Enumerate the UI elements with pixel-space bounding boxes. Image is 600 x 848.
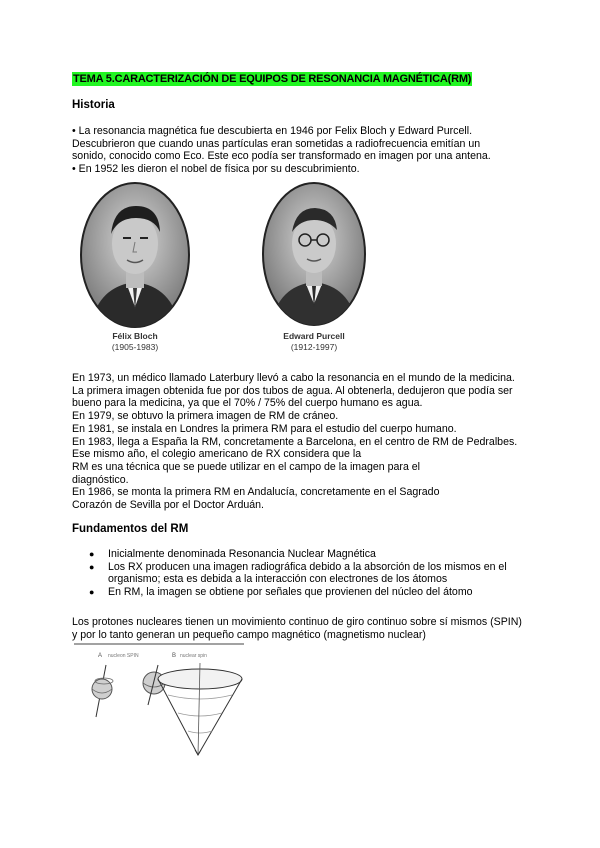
list-item — [72, 548, 542, 561]
list-item-text: En RM, la imagen se obtiene por señales que provienen del núcleo del átomo — [108, 585, 473, 598]
felix-bloch-caption — [90, 331, 180, 353]
section-heading-historia: Historia — [72, 99, 115, 111]
text-line: sonido, conocido como Eco. Este eco podía ser transformado en imagen por una antena. — [72, 150, 491, 163]
figure-label-a: A — [98, 653, 103, 659]
list-item — [72, 586, 542, 599]
portrait-years: (1912-1997) — [290, 342, 338, 352]
figure-caption-b: nuclear spin — [180, 653, 207, 659]
felix-bloch-portrait — [80, 182, 190, 328]
protones-paragraph — [72, 616, 542, 641]
spin-figure — [74, 643, 244, 761]
portrait-years: (1905-1983) — [111, 342, 159, 352]
text-line: Descubrieron que cuando unas partículas eran sometidas a radiofrecuencia emitían un — [72, 137, 481, 150]
text-line: La primera imagen obtenida fue por dos tubos de agua. Al obtenerla, dedujeron que podía ser — [72, 384, 513, 397]
section-heading-fundamentos: Fundamentos del RM — [72, 523, 189, 535]
figure-label-b: B — [172, 653, 177, 659]
bullet-icon: ● — [89, 549, 95, 559]
historia-paragraph — [72, 125, 542, 176]
text-line: En 1981, se instala en Londres la primera RM para el estudio del cuerpo humano. — [72, 422, 457, 435]
list-item-text: Los RX producen una imagen radiográfica debido a la absorción de los mismos en el — [108, 560, 507, 573]
document-title: TEMA 5.CARACTERIZACIÓN DE EQUIPOS DE RESONANCIA MAGNÉTICA(RM) — [73, 73, 472, 85]
text-line: RM es una técnica que se puede utilizar en el campo de la imagen para el — [72, 460, 421, 473]
text-line: diagnóstico. — [72, 473, 129, 486]
figure-caption-a: nucleon SPIN — [108, 653, 139, 659]
edward-purcell-portrait — [262, 182, 366, 326]
text-line: • La resonancia magnética fue descubierta en 1946 por Felix Bloch y Edward Purcell. — [72, 125, 473, 137]
text-line: Los protones nucleares tienen un movimiento continuo de giro continuo sobre sí mismos (SPIN) — [72, 616, 522, 628]
list-item-text: organismo; esta es debida a la interacción con electrones de los átomos — [108, 573, 448, 586]
text-line: • En 1952 les dieron el nobel de física por su descubrimiento. — [72, 163, 360, 176]
text-line: Corazón de Sevilla por el Doctor Arduán. — [72, 499, 264, 512]
text-line: En 1973, un médico llamado Laterbury llevó a cabo la resonancia en el mundo de la medicina. — [72, 372, 515, 384]
timeline-paragraph — [72, 372, 542, 512]
edward-purcell-caption — [268, 331, 360, 353]
fundamentos-list — [72, 548, 542, 598]
text-line: En 1979, se obtuvo la primera imagen de RM de cráneo. — [72, 410, 339, 423]
portrait-name: Edward Purcell — [283, 331, 345, 341]
text-line: En 1986, se monta la primera RM en Andalucía, concretamente en el Sagrado — [72, 486, 440, 499]
text-line: y por lo tanto generan un pequeño campo magnético (magnetismo nuclear) — [72, 628, 426, 641]
text-line: En 1983, llega a España la RM, concretamente a Barcelona, en el centro de RM de Pedralbes. — [72, 435, 518, 448]
text-line: Ese mismo año, el colegio americano de RX considera que la — [72, 448, 362, 461]
text-line: bueno para la medicina, ya que el 70% / 75% del cuerpo humano es agua. — [72, 397, 423, 410]
list-item — [72, 561, 542, 586]
bullet-icon: ● — [89, 561, 95, 572]
bullet-icon: ● — [89, 586, 95, 597]
list-item-text: Inicialmente denominada Resonancia Nuclear Magnética — [108, 548, 376, 560]
portrait-name: Félix Bloch — [112, 331, 158, 341]
